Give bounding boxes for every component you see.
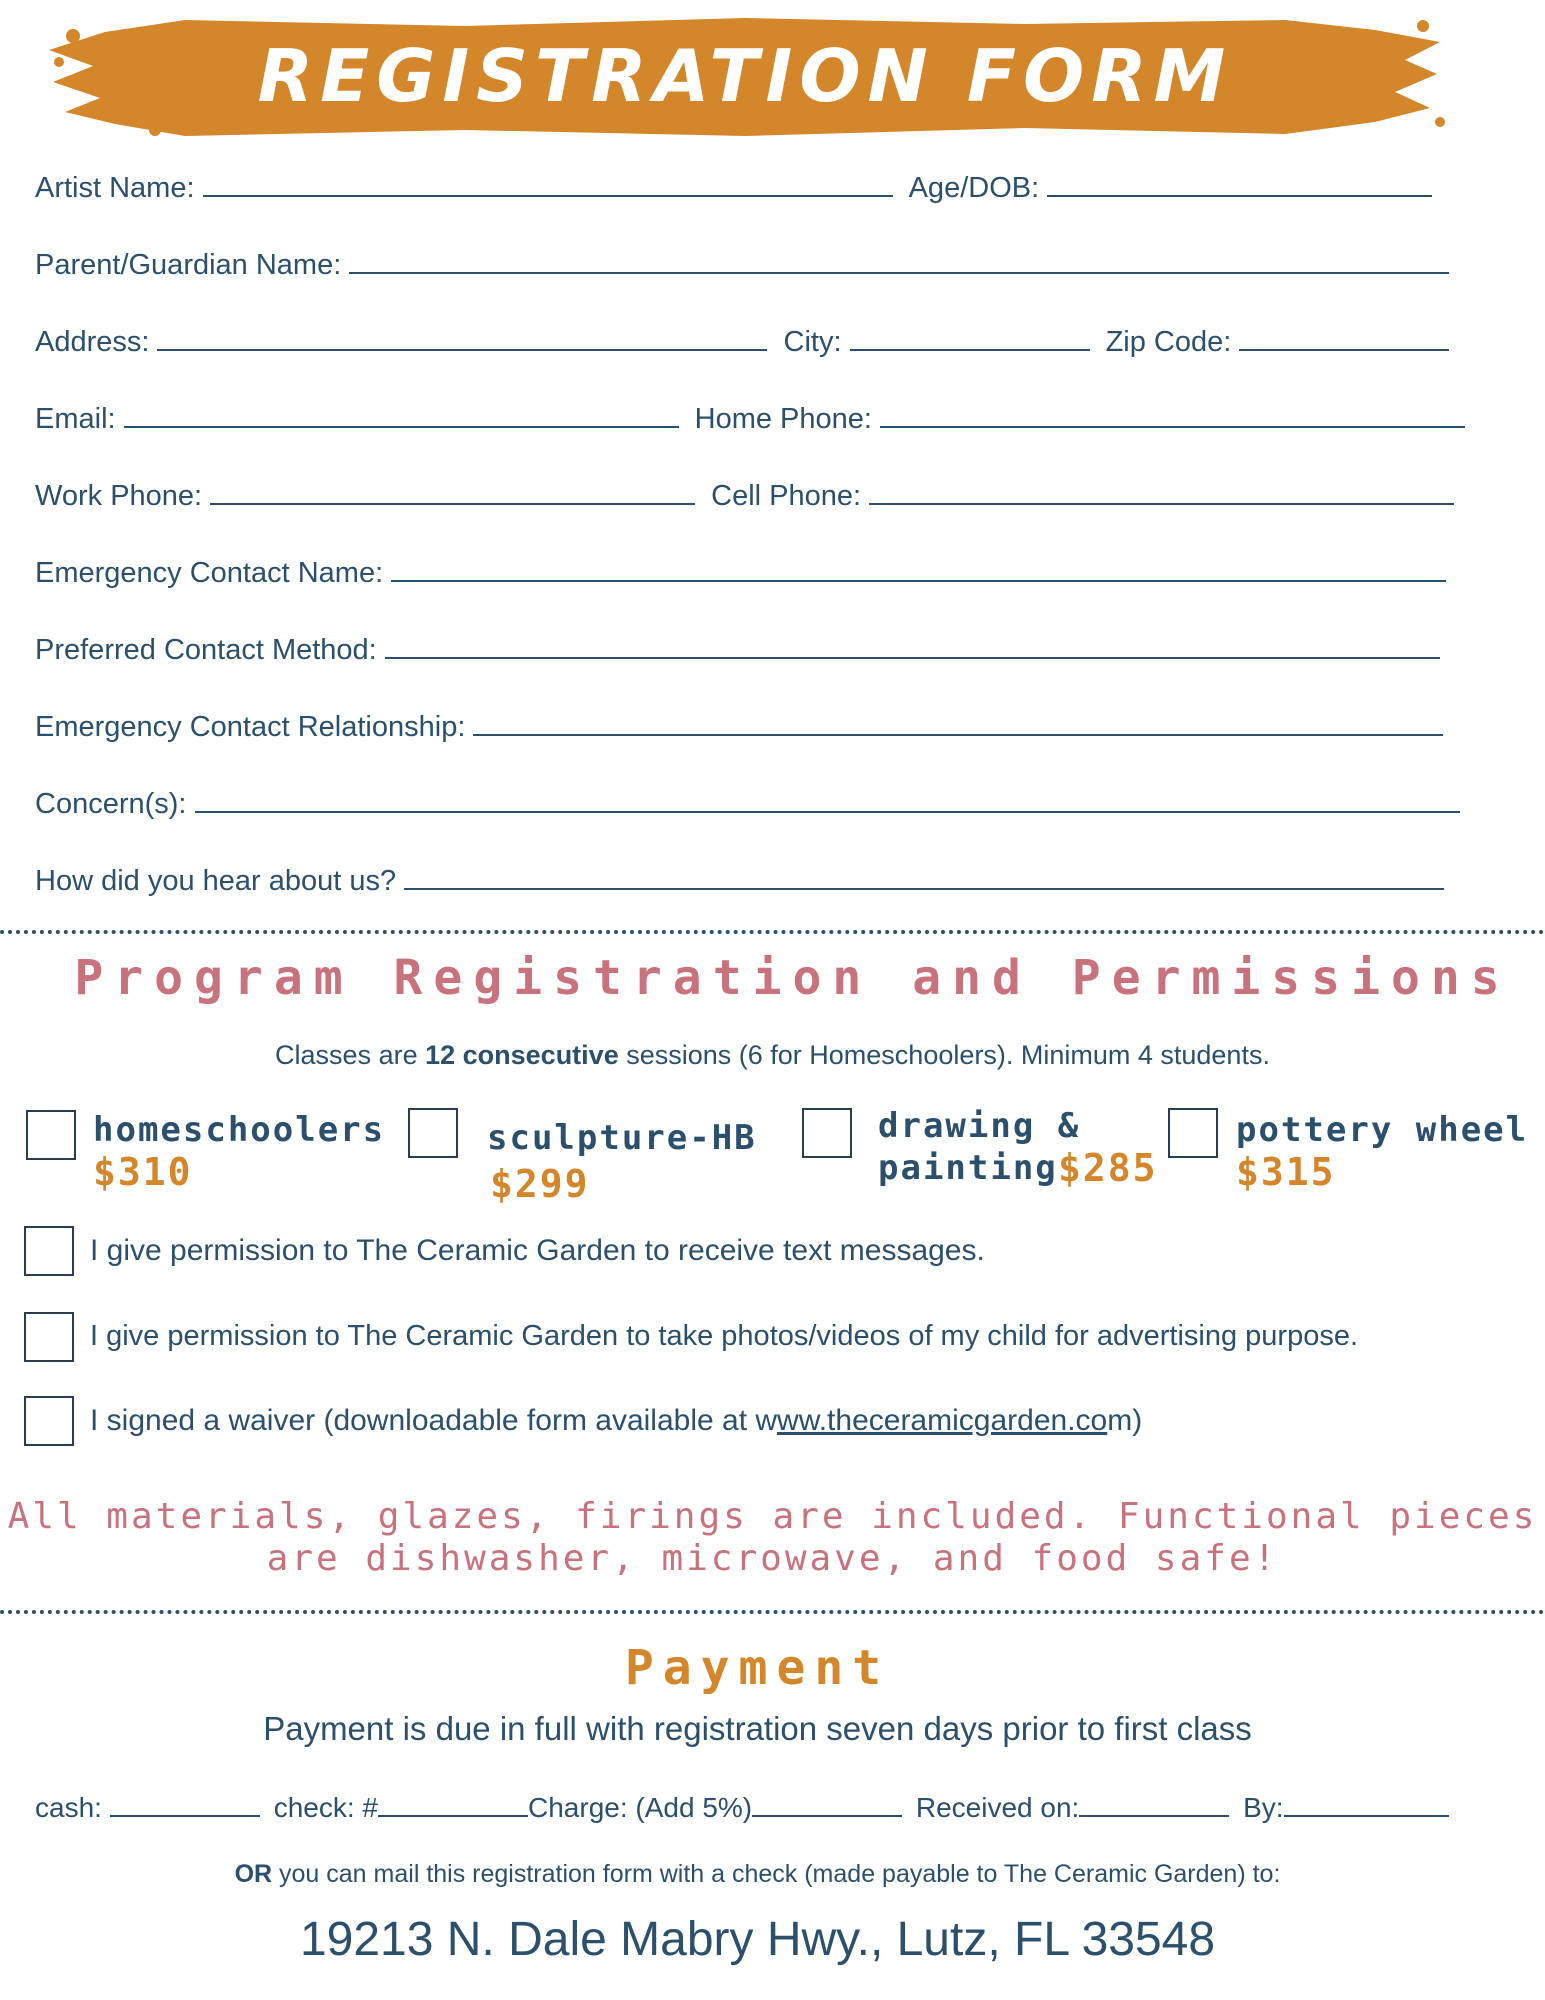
pottery-wheel-checkbox[interactable] (1168, 1108, 1218, 1158)
emergency-name-field[interactable] (391, 558, 1446, 582)
mail-or: OR (234, 1860, 273, 1888)
city-label: City: (783, 326, 842, 358)
age-dob-field[interactable] (1047, 173, 1432, 197)
check-field[interactable] (378, 1793, 528, 1817)
waiver-link[interactable]: ww.theceramicgarden.co (777, 1404, 1108, 1437)
emergency-name-label: Emergency Contact Name: (35, 557, 384, 589)
materials-note-line2: are dishwasher, microwave, and food safe! (266, 1538, 1279, 1579)
concerns-label: Concern(s): (35, 788, 187, 820)
program-heading: Program Registration and Permissions (74, 950, 1511, 1006)
by-label: By: (1243, 1792, 1284, 1823)
artist-name-field[interactable] (203, 173, 893, 197)
drawing-painting-price: $285 (1058, 1146, 1158, 1190)
check-label: check: # (273, 1792, 378, 1823)
payment-method-row (35, 1792, 1449, 1824)
charge-label: Charge: (Add 5%) (528, 1792, 753, 1823)
cash-field[interactable] (110, 1793, 260, 1817)
preferred-method-field[interactable] (385, 635, 1440, 659)
zip-field[interactable] (1239, 327, 1449, 351)
section-divider-2 (0, 1610, 1545, 1614)
classes-intro-pre: Classes are (275, 1040, 426, 1070)
home-phone-field[interactable] (880, 404, 1465, 428)
work-phone-field[interactable] (210, 481, 695, 505)
city-field[interactable] (850, 327, 1090, 351)
text-messages-checkbox[interactable] (24, 1226, 74, 1276)
email-row (35, 403, 1465, 436)
charge-field[interactable] (752, 1793, 902, 1817)
sculpture-hb-checkbox[interactable] (408, 1108, 458, 1158)
pottery-wheel-price: $315 (1236, 1150, 1336, 1194)
classes-intro-bold: 12 consecutive (425, 1040, 619, 1070)
sculpture-hb-price: $299 (490, 1162, 590, 1206)
parent-name-label: Parent/Guardian Name: (35, 249, 342, 281)
received-label: Received on: (915, 1792, 1080, 1823)
email-field[interactable] (124, 404, 679, 428)
artist-name-label: Artist Name: (35, 172, 195, 204)
waiver-text-end: m) (1107, 1404, 1143, 1437)
classes-intro-post: sessions (6 for Homeschoolers). Minimum 4 students. (618, 1040, 1270, 1070)
phone-row (35, 480, 1454, 513)
mail-instructions (0, 1860, 1545, 1889)
cash-label: cash: (35, 1792, 102, 1823)
emergency-relationship-label: Emergency Contact Relationship: (35, 711, 466, 743)
artist-name-row (35, 172, 1432, 205)
how-heard-label: How did you hear about us? (35, 865, 397, 897)
age-dob-label: Age/DOB: (908, 172, 1040, 204)
classes-intro (0, 1040, 1545, 1071)
homeschoolers-price: $310 (93, 1150, 193, 1194)
drawing-painting-label-line1: drawing & (878, 1106, 1081, 1146)
waiver-checkbox[interactable] (24, 1396, 74, 1446)
preferred-method-row (35, 634, 1440, 667)
waiver-text: I signed a waiver (downloadable form available at w (90, 1404, 778, 1437)
received-field[interactable] (1079, 1793, 1229, 1817)
cell-phone-label: Cell Phone: (711, 480, 862, 512)
concerns-field[interactable] (195, 789, 1460, 813)
text-messages-permission: I give permission to The Ceramic Garden to receive text messages. (90, 1234, 985, 1267)
how-heard-row (35, 865, 1444, 898)
pottery-wheel-label: pottery wheel (1236, 1110, 1529, 1150)
payment-due-text: Payment is due in full with registration seven days prior to first class (263, 1710, 1252, 1747)
how-heard-field[interactable] (404, 866, 1444, 890)
cell-phone-field[interactable] (869, 481, 1454, 505)
waiver-permission (90, 1404, 1142, 1438)
homeschoolers-checkbox[interactable] (26, 1110, 76, 1160)
zip-label: Zip Code: (1105, 326, 1232, 358)
photos-permission: I give permission to The Ceramic Garden to take photos/videos of my child for advertising purpose. (90, 1320, 1359, 1352)
mail-text: you can mail this registration form with a check (made payable to The Ceramic Garden) to: (272, 1860, 1281, 1888)
emergency-relationship-row (35, 711, 1443, 744)
emergency-relationship-field[interactable] (473, 712, 1443, 736)
address-field[interactable] (157, 327, 767, 351)
header-banner (45, 12, 1445, 140)
photos-checkbox[interactable] (24, 1312, 74, 1362)
home-phone-label: Home Phone: (694, 403, 872, 435)
preferred-method-label: Preferred Contact Method: (35, 634, 377, 666)
form-title: REGISTRATION FORM (257, 34, 1233, 118)
address-label: Address: (35, 326, 150, 358)
homeschoolers-label: homeschoolers (93, 1110, 386, 1150)
drawing-painting-label-line2: painting (878, 1148, 1058, 1188)
emergency-name-row (35, 557, 1446, 590)
email-label: Email: (35, 403, 116, 435)
mailing-address: 19213 N. Dale Mabry Hwy., Lutz, FL 33548 (299, 1913, 1216, 1966)
sculpture-hb-label: sculpture-HB (487, 1118, 757, 1158)
parent-name-field[interactable] (349, 250, 1449, 274)
work-phone-label: Work Phone: (35, 480, 203, 512)
concerns-row (35, 788, 1460, 821)
drawing-painting-checkbox[interactable] (802, 1108, 852, 1158)
section-divider (0, 930, 1545, 934)
by-field[interactable] (1284, 1793, 1449, 1817)
address-row (35, 326, 1449, 359)
payment-heading: Payment (624, 1640, 891, 1696)
materials-note-line1: All materials, glazes, firings are included. Functional pieces (7, 1496, 1538, 1537)
parent-name-row (35, 249, 1449, 282)
